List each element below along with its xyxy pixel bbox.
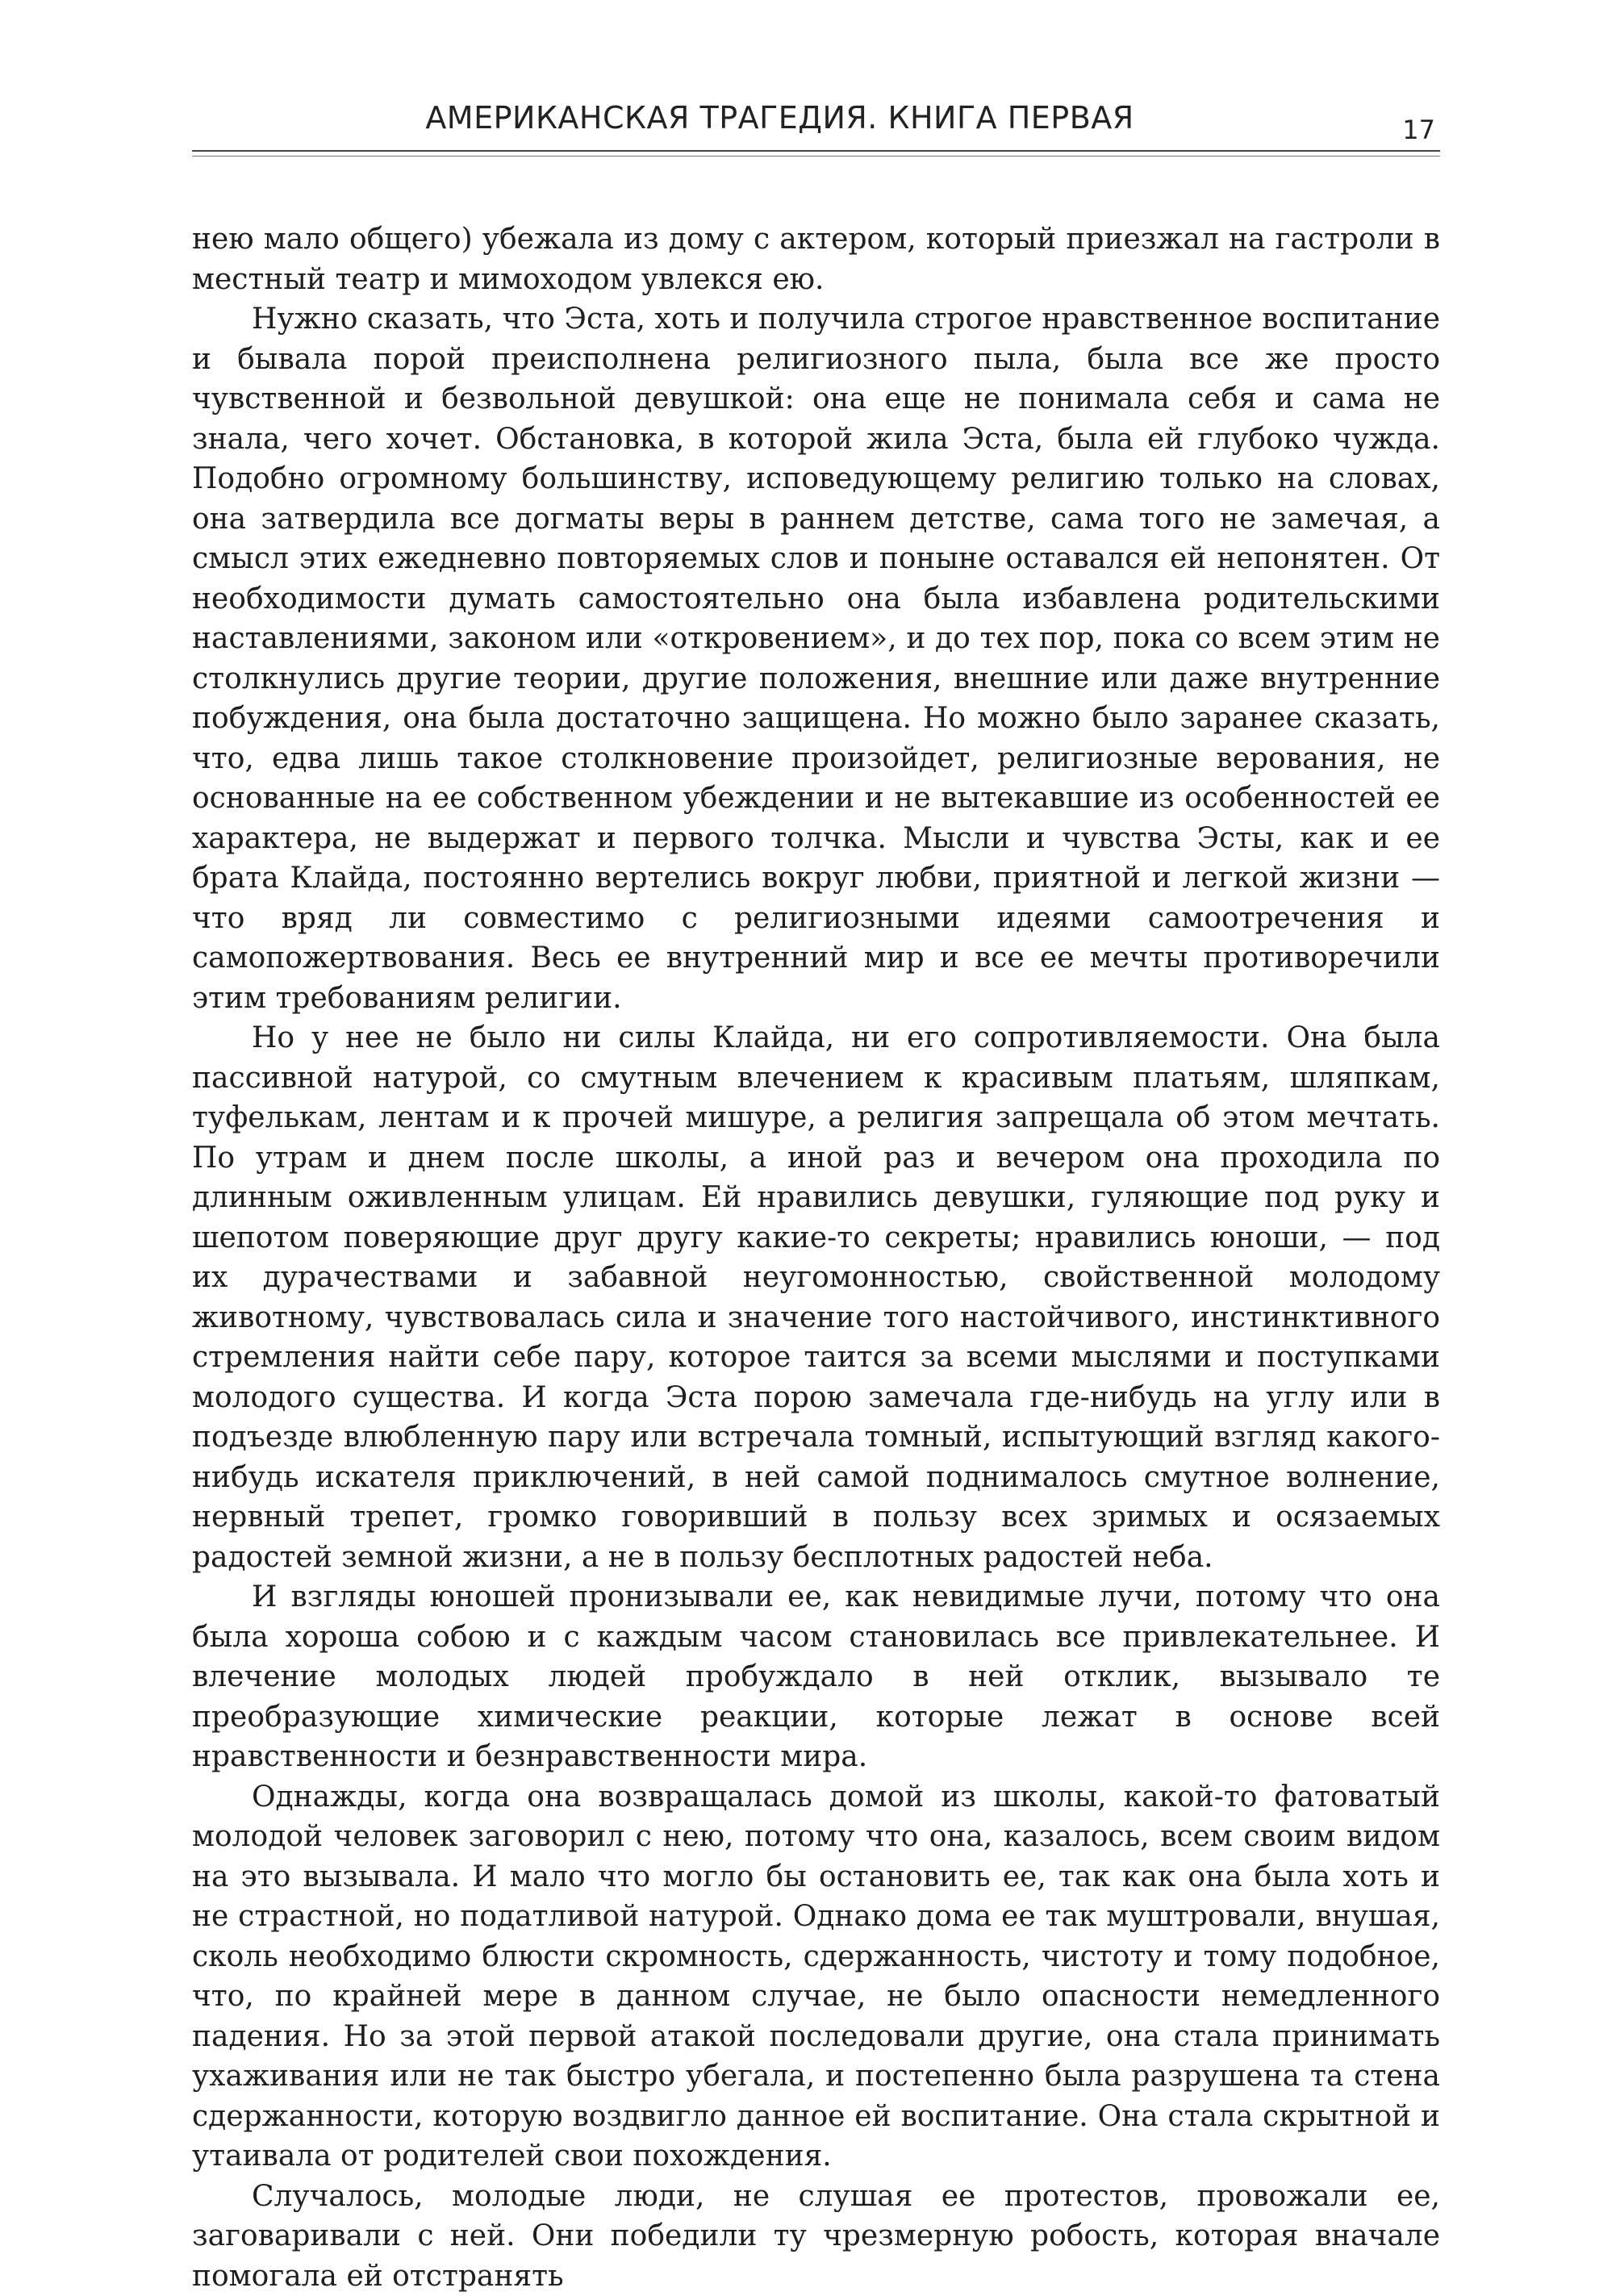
paragraph: И взгляды юношей пронизывали ее, как невидимые лучи, потому что она была хороша собою и с каждым часом становилась все привлекательнее. И влечение молодых людей пробуждало в ней отклик, вызывало те преобразующие химические реакции, которые лежат в основе всей нравственности и безнравственности мира. bbox=[192, 1577, 1440, 1777]
paragraph: Однажды, когда она возвращалась домой из школы, какой-то фатоватый молодой человек заговорил с нею, потому что она, казалось, всем своим видом на это вызывала. И мало что могло бы остановить ее, так как она была хоть и не страстной, но податливой натурой. Однако дома ее так муштровали, внушая, сколь необходимо блюсти скромность, сдержанность, чистоту и тому подобное, что, по крайней мере в данном случае, не было опасности немедленного падения. Но за этой первой атакой последовали другие, она стала принимать ухаживания или не так быстро убегала, и постепенно была разрушена та стена сдержанности, которую воздвигло данное ей воспитание. Она стала скрытной и утаивала от родителей свои похождения. bbox=[192, 1777, 1440, 2177]
running-title: АМЕРИКАНСКАЯ ТРАГЕДИЯ. КНИГА ПЕРВАЯ bbox=[192, 100, 1367, 136]
page-number: 17 bbox=[1402, 115, 1435, 145]
body-text bbox=[192, 219, 1440, 2296]
paragraph: Случалось, молодые люди, не слушая ее протестов, провожали ее, заговаривали с ней. Они победили ту чрезмерную робость, которая вначале помогала ей отстранять bbox=[192, 2177, 1440, 2296]
paragraph: Нужно сказать, что Эста, хоть и получила строгое нравственное воспитание и бывала порой преисполнена религиозного пыла, была все же просто чувственной и безвольной девушкой: она еще не понимала себя и сама не знала, чего хочет. Обстановка, в которой жила Эста, была ей глубоко чужда. Подобно огромному большинству, исповедующему религию только на словах, она затвердила все догматы веры в раннем детстве, сама того не замечая, а смысл этих ежедневно повторяемых слов и поныне оставался ей непонятен. От необходимости думать самостоятельно она была избавлена родительскими наставлениями, законом или «откровением», и до тех пор, пока со всем этим не столкнулись другие теории, другие положения, внешние или даже внутренние побуждения, она была достаточно защищена. Но можно было заранее сказать, что, едва лишь такое столкновение произойдет, религиозные верования, не основанные на ее собственном убеждении и не вытекавшие из особенностей ее характера, не выдержат и первого толчка. Мысли и чувства Эсты, как и ее брата Клайда, постоянно вертелись вокруг любви, приятной и легкой жизни — что вряд ли совместимо с религиозными идеями самоотречения и самопожертвования. Весь ее внутренний мир и все ее мечты противоречили этим требованиям религии. bbox=[192, 299, 1440, 1018]
running-header bbox=[192, 95, 1440, 152]
header-rule bbox=[192, 150, 1440, 152]
paragraph: Но у нее не было ни силы Клайда, ни его сопротивляемости. Она была пассивной натурой, со смутным влечением к красивым платьям, шляпкам, туфелькам, лентам и к прочей мишуре, а религия запрещала об этом мечтать. По утрам и днем после школы, а иной раз и вечером она проходила по длинным оживленным улицам. Ей нравились девушки, гуляющие под руку и шепотом поверяющие друг другу какие-то секреты; нравились юноши, — под их дурачествами и забавной неугомонностью, свойственной молодому животному, чувствовалась сила и значение того настойчивого, инстинктивного стремления найти себе пару, которое таится за всеми мыслями и поступками молодого существа. И когда Эста порою замечала где-нибудь на углу или в подъезде влюбленную пару или встречала томный, испытующий взгляд какого-нибудь искателя приключений, в ней самой поднималось смутное волнение, нервный трепет, громко говоривший в пользу всех зримых и осязаемых радостей земной жизни, а не в пользу бесплотных радостей неба. bbox=[192, 1018, 1440, 1577]
paragraph: нею мало общего) убежала из дому с актером, который приезжал на гастроли в местный театр и мимоходом увлекся ею. bbox=[192, 219, 1440, 299]
header-rule-thin bbox=[192, 156, 1440, 157]
